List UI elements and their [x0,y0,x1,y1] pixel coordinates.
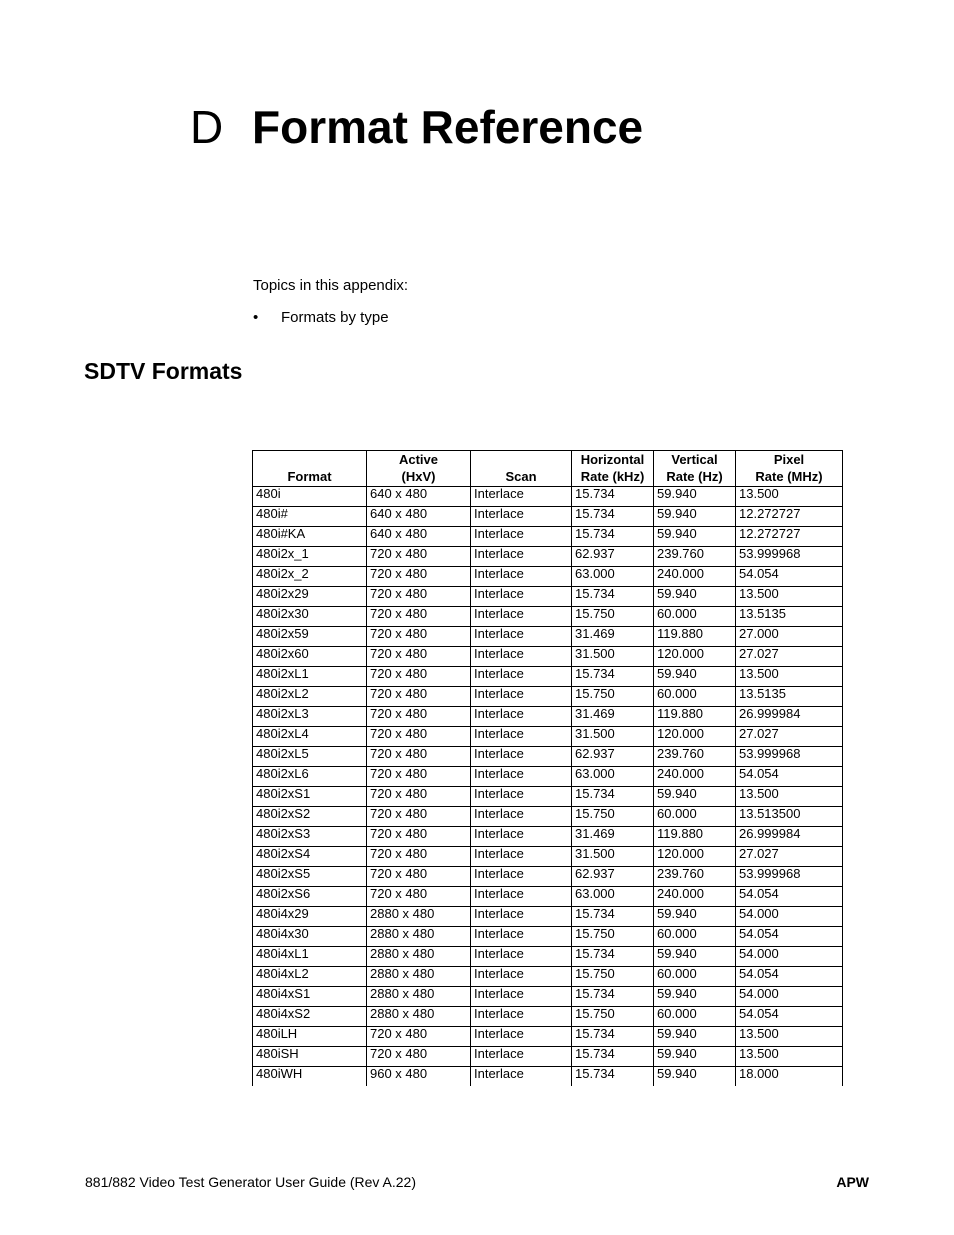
table-cell-horizontal-rate: 31.500 [572,647,654,667]
table-cell-scan: Interlace [471,647,572,667]
table-cell-format: 480i2xL3 [253,707,367,727]
table-row [253,747,843,767]
bullet-icon: • [253,309,259,326]
table-cell-horizontal-rate: 31.469 [572,627,654,647]
table-cell-scan: Interlace [471,887,572,907]
table-cell-horizontal-rate: 15.734 [572,507,654,527]
table-cell-horizontal-rate: 15.734 [572,1047,654,1067]
table-cell-pixel-rate: 26.999984 [736,827,843,847]
table-cell-format: 480i2xL1 [253,667,367,687]
table-cell-vertical-rate: 59.940 [654,487,736,507]
table-cell-scan: Interlace [471,727,572,747]
table-row [253,507,843,527]
table-row [253,967,843,987]
table-cell-horizontal-rate: 15.750 [572,807,654,827]
table-cell-active: 720 x 480 [367,627,471,647]
table-cell-scan: Interlace [471,1067,572,1087]
table-cell-vertical-rate: 59.940 [654,787,736,807]
table-cell-pixel-rate: 54.054 [736,927,843,947]
footer-brand: APW [836,1174,869,1190]
table-cell-pixel-rate: 13.500 [736,1047,843,1067]
table-cell-active: 640 x 480 [367,507,471,527]
table-cell-pixel-rate: 26.999984 [736,707,843,727]
column-header-pixel-rate [736,451,843,487]
table-cell-format: 480i2xS3 [253,827,367,847]
table-cell-active: 720 x 480 [367,1047,471,1067]
table-cell-horizontal-rate: 15.734 [572,1027,654,1047]
column-header-active [367,451,471,487]
table-cell-pixel-rate: 54.000 [736,987,843,1007]
table-cell-horizontal-rate: 15.734 [572,487,654,507]
table-cell-vertical-rate: 59.940 [654,527,736,547]
table-cell-format: 480i4x29 [253,907,367,927]
table-cell-scan: Interlace [471,707,572,727]
table-cell-scan: Interlace [471,547,572,567]
table-row [253,547,843,567]
column-header-scan [471,451,572,487]
table-cell-horizontal-rate: 31.469 [572,827,654,847]
table-cell-vertical-rate: 239.760 [654,747,736,767]
footer-guide-title: 881/882 Video Test Generator User Guide (Rev A.22) [85,1174,417,1190]
table-cell-format: 480i# [253,507,367,527]
table-cell-format: 480iSH [253,1047,367,1067]
table-cell-vertical-rate: 59.940 [654,507,736,527]
column-header-line: Active [398,452,439,467]
table-cell-vertical-rate: 60.000 [654,1007,736,1027]
table-cell-horizontal-rate: 15.750 [572,687,654,707]
table-cell-pixel-rate: 54.054 [736,1007,843,1027]
table-cell-horizontal-rate: 15.750 [572,967,654,987]
column-header-line: Rate (MHz) [755,469,823,484]
table-cell-active: 720 x 480 [367,787,471,807]
table-cell-vertical-rate: 60.000 [654,687,736,707]
table-cell-pixel-rate: 13.500 [736,587,843,607]
table-body [253,487,843,1087]
table-cell-active: 720 x 480 [367,667,471,687]
table-cell-vertical-rate: 59.940 [654,1067,736,1087]
table-cell-pixel-rate: 13.5135 [736,687,843,707]
table-cell-format: 480i2xS6 [253,887,367,907]
table-cell-pixel-rate: 54.000 [736,947,843,967]
table-cell-format: 480i2x_2 [253,567,367,587]
table-cell-horizontal-rate: 15.750 [572,927,654,947]
table-row [253,1007,843,1027]
table-cell-active: 720 x 480 [367,567,471,587]
table-cell-scan: Interlace [471,587,572,607]
table-cell-vertical-rate: 59.940 [654,587,736,607]
table-cell-format: 480i2x60 [253,647,367,667]
chapter-title: Format Reference [252,101,644,153]
column-header-line: Vertical [671,452,718,467]
table-cell-format: 480i2x59 [253,627,367,647]
table-cell-vertical-rate: 60.000 [654,967,736,987]
topics-list-item-label: Formats by type [281,309,389,326]
table-cell-horizontal-rate: 15.734 [572,667,654,687]
table-cell-format: 480i4xS2 [253,1007,367,1027]
table-row [253,567,843,587]
table-cell-pixel-rate: 12.272727 [736,527,843,547]
table-cell-vertical-rate: 59.940 [654,987,736,1007]
table-cell-scan: Interlace [471,667,572,687]
table-cell-horizontal-rate: 15.734 [572,947,654,967]
table-cell-active: 960 x 480 [367,1067,471,1087]
table-cell-vertical-rate: 239.760 [654,867,736,887]
column-header-line: Rate (Hz) [666,469,723,484]
table-cell-pixel-rate: 27.027 [736,647,843,667]
table-cell-format: 480i2xL4 [253,727,367,747]
table-row [253,487,843,507]
table-cell-active: 720 x 480 [367,587,471,607]
table-cell-horizontal-rate: 62.937 [572,867,654,887]
table-row [253,1067,843,1087]
table-cell-format: 480iWH [253,1067,367,1087]
sdtv-formats-table [252,450,843,1086]
table-cell-vertical-rate: 239.760 [654,547,736,567]
table-row [253,927,843,947]
table-cell-scan: Interlace [471,1047,572,1067]
table-row [253,587,843,607]
table-cell-scan: Interlace [471,687,572,707]
column-header-line: Horizontal [580,452,645,467]
table-cell-vertical-rate: 120.000 [654,727,736,747]
table-cell-format: 480i2xS1 [253,787,367,807]
table-cell-active: 2880 x 480 [367,947,471,967]
table-cell-pixel-rate: 13.500 [736,787,843,807]
table-cell-active: 720 x 480 [367,607,471,627]
table-cell-horizontal-rate: 15.734 [572,787,654,807]
section-heading: SDTV Formats [84,358,243,384]
table-cell-pixel-rate: 54.054 [736,967,843,987]
table-cell-active: 720 x 480 [367,1027,471,1047]
table-cell-scan: Interlace [471,1027,572,1047]
table-cell-active: 720 x 480 [367,647,471,667]
chapter-heading [190,100,643,154]
table-cell-format: 480i4xL1 [253,947,367,967]
table-row [253,707,843,727]
table-cell-pixel-rate: 27.000 [736,627,843,647]
table-cell-active: 2880 x 480 [367,967,471,987]
table-cell-active: 720 x 480 [367,887,471,907]
table-cell-vertical-rate: 240.000 [654,567,736,587]
topics-intro: Topics in this appendix: [253,277,409,294]
table-cell-active: 2880 x 480 [367,1007,471,1027]
table-cell-format: 480i4xS1 [253,987,367,1007]
table-cell-vertical-rate: 119.880 [654,627,736,647]
table-cell-active: 720 x 480 [367,807,471,827]
table-cell-scan: Interlace [471,987,572,1007]
table-cell-scan: Interlace [471,567,572,587]
column-header-format [253,451,367,487]
table-cell-pixel-rate: 18.000 [736,1067,843,1087]
table-cell-horizontal-rate: 15.750 [572,607,654,627]
table-cell-vertical-rate: 59.940 [654,907,736,927]
table-cell-pixel-rate: 53.999968 [736,547,843,567]
table-cell-format: 480i4xL2 [253,967,367,987]
table-cell-vertical-rate: 240.000 [654,887,736,907]
table-cell-active: 2880 x 480 [367,927,471,947]
table-cell-scan: Interlace [471,747,572,767]
table-row [253,767,843,787]
table-cell-scan: Interlace [471,907,572,927]
table-cell-pixel-rate: 12.272727 [736,507,843,527]
table-cell-horizontal-rate: 15.734 [572,907,654,927]
table-cell-format: 480i2x29 [253,587,367,607]
table-cell-active: 640 x 480 [367,487,471,507]
table-cell-scan: Interlace [471,867,572,887]
table-row [253,827,843,847]
table-cell-vertical-rate: 120.000 [654,847,736,867]
table-cell-horizontal-rate: 15.734 [572,1067,654,1087]
table-cell-scan: Interlace [471,767,572,787]
column-header-line: Scan [505,469,537,484]
table-row [253,627,843,647]
table-cell-format: 480i2xL5 [253,747,367,767]
table-cell-scan: Interlace [471,627,572,647]
table-cell-scan: Interlace [471,947,572,967]
table-row [253,667,843,687]
table-cell-active: 2880 x 480 [367,987,471,1007]
table-cell-horizontal-rate: 63.000 [572,887,654,907]
table-cell-vertical-rate: 120.000 [654,647,736,667]
table-cell-horizontal-rate: 63.000 [572,567,654,587]
table-cell-vertical-rate: 59.940 [654,1027,736,1047]
table-cell-scan: Interlace [471,607,572,627]
table-cell-active: 720 x 480 [367,547,471,567]
table-cell-horizontal-rate: 15.750 [572,1007,654,1027]
table-cell-format: 480i2xL2 [253,687,367,707]
table-row [253,987,843,1007]
table-cell-horizontal-rate: 15.734 [572,587,654,607]
table-cell-pixel-rate: 13.500 [736,667,843,687]
table-cell-scan: Interlace [471,507,572,527]
table-cell-vertical-rate: 59.940 [654,1047,736,1067]
table-cell-pixel-rate: 54.000 [736,907,843,927]
table-cell-pixel-rate: 54.054 [736,567,843,587]
column-header-line: (HxV) [401,469,436,484]
table-row [253,907,843,927]
table-cell-pixel-rate: 27.027 [736,847,843,867]
table-cell-vertical-rate: 119.880 [654,827,736,847]
table-cell-format: 480i2xL6 [253,767,367,787]
table-cell-horizontal-rate: 15.734 [572,527,654,547]
column-header-vertical-rate [654,451,736,487]
table-cell-format: 480i [253,487,367,507]
column-header-line: Rate (kHz) [580,469,645,484]
column-header-horizontal-rate [572,451,654,487]
table-cell-pixel-rate: 13.500 [736,487,843,507]
topics-list [253,309,389,326]
chapter-letter: D [190,101,224,153]
table-row [253,887,843,907]
table-row [253,687,843,707]
table-cell-vertical-rate: 60.000 [654,807,736,827]
table-row [253,527,843,547]
table-cell-scan: Interlace [471,787,572,807]
table-cell-pixel-rate: 27.027 [736,727,843,747]
table-cell-pixel-rate: 53.999968 [736,747,843,767]
table-cell-active: 720 x 480 [367,747,471,767]
table-row [253,867,843,887]
table-cell-pixel-rate: 53.999968 [736,867,843,887]
table-cell-format: 480i4x30 [253,927,367,947]
table-cell-horizontal-rate: 62.937 [572,747,654,767]
table-cell-scan: Interlace [471,527,572,547]
table-cell-horizontal-rate: 31.469 [572,707,654,727]
table-cell-scan: Interlace [471,487,572,507]
table-cell-active: 720 x 480 [367,847,471,867]
table-cell-scan: Interlace [471,847,572,867]
table-cell-horizontal-rate: 62.937 [572,547,654,567]
table-cell-scan: Interlace [471,927,572,947]
table-cell-horizontal-rate: 15.734 [572,987,654,1007]
table-row [253,647,843,667]
topics-list-item [253,309,389,326]
table-row [253,807,843,827]
table-row [253,947,843,967]
table-row [253,1047,843,1067]
table-row [253,727,843,747]
table-cell-format: 480i2x30 [253,607,367,627]
table-row [253,847,843,867]
table-cell-vertical-rate: 59.940 [654,667,736,687]
table-cell-horizontal-rate: 63.000 [572,767,654,787]
table-cell-pixel-rate: 13.500 [736,1027,843,1047]
table-row [253,787,843,807]
table-cell-active: 720 x 480 [367,727,471,747]
table-cell-active: 720 x 480 [367,827,471,847]
table-cell-format: 480i#KA [253,527,367,547]
table-cell-vertical-rate: 59.940 [654,947,736,967]
table-cell-active: 720 x 480 [367,767,471,787]
table-cell-scan: Interlace [471,1007,572,1027]
table-cell-format: 480i2xS5 [253,867,367,887]
table-cell-active: 640 x 480 [367,527,471,547]
table-cell-vertical-rate: 60.000 [654,927,736,947]
column-header-line: Pixel [773,452,805,467]
table-cell-vertical-rate: 60.000 [654,607,736,627]
table-cell-scan: Interlace [471,967,572,987]
column-header-line: Format [287,469,332,484]
table-cell-format: 480i2x_1 [253,547,367,567]
table-cell-horizontal-rate: 31.500 [572,727,654,747]
table-cell-active: 720 x 480 [367,867,471,887]
table-cell-pixel-rate: 13.5135 [736,607,843,627]
table-cell-active: 2880 x 480 [367,907,471,927]
table-cell-scan: Interlace [471,827,572,847]
table-cell-format: 480i2xS4 [253,847,367,867]
table-cell-vertical-rate: 240.000 [654,767,736,787]
table-cell-horizontal-rate: 31.500 [572,847,654,867]
table-cell-active: 720 x 480 [367,707,471,727]
table-cell-pixel-rate: 54.054 [736,887,843,907]
table-cell-format: 480i2xS2 [253,807,367,827]
table-row [253,607,843,627]
table-cell-pixel-rate: 13.513500 [736,807,843,827]
table-header-row [253,451,843,487]
table-cell-active: 720 x 480 [367,687,471,707]
table-cell-pixel-rate: 54.054 [736,767,843,787]
table-cell-format: 480iLH [253,1027,367,1047]
table-row [253,1027,843,1047]
table-cell-scan: Interlace [471,807,572,827]
table-cell-vertical-rate: 119.880 [654,707,736,727]
